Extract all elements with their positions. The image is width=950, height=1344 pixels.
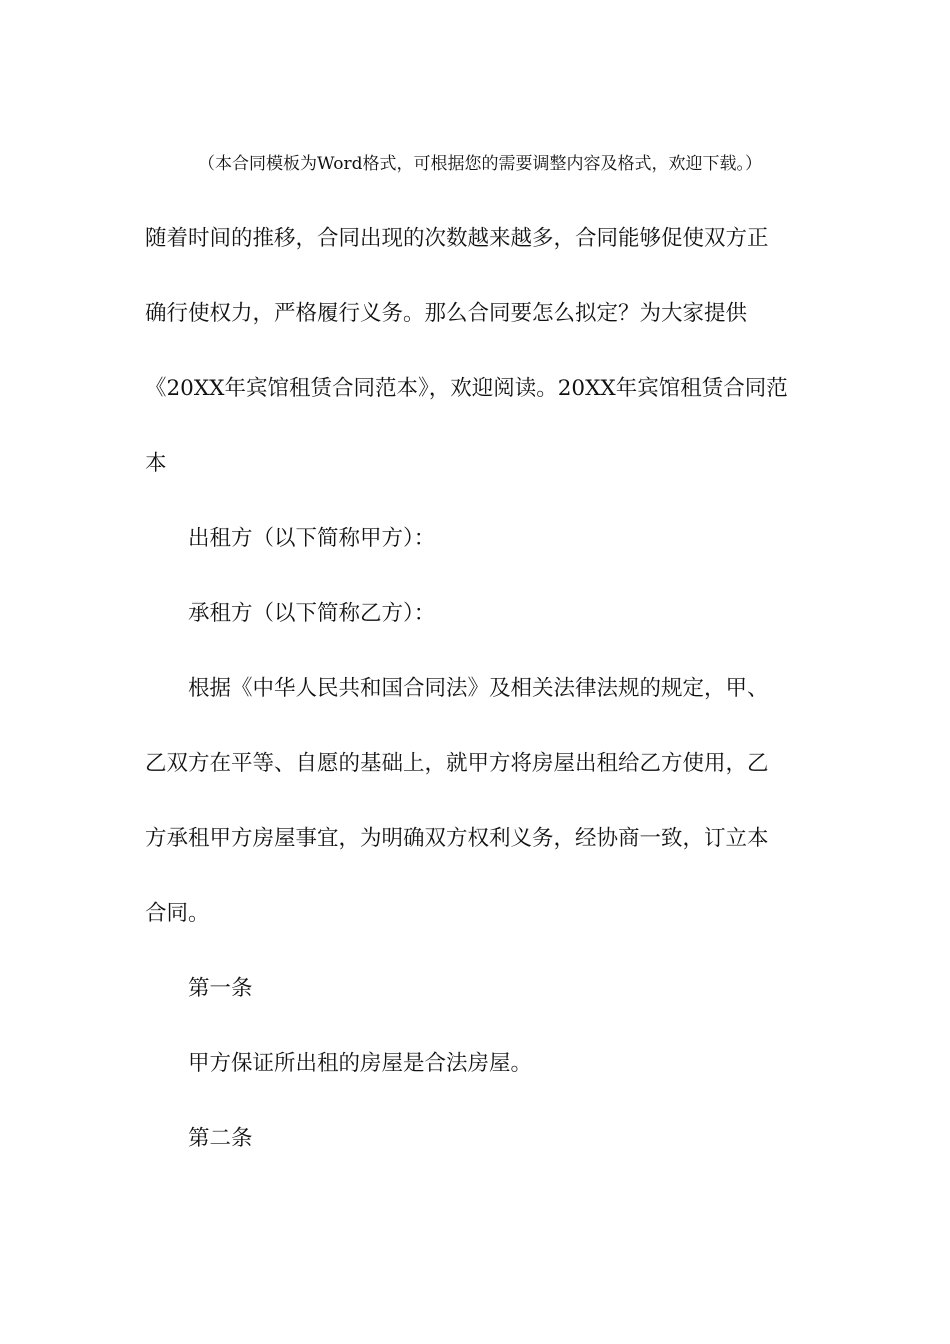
body-line-4: 本 (145, 451, 167, 476)
body-line-10: 合同。 (145, 901, 210, 926)
lessor-line: 出租方（以下简称甲方）： (188, 526, 436, 551)
document-body (145, 220, 805, 1195)
article-1-heading: 第一条 (188, 976, 253, 1001)
body-line-7: 根据《中华人民共和国合同法》及相关法律法规的规定，甲、 (188, 676, 769, 701)
body-line-3: 《20XX年宾馆租赁合同范本》，欢迎阅读。20XX年宾馆租赁合同范 (145, 376, 788, 401)
template-note: （本合同模板为Word格式，可根据您的需要调整内容及格式，欢迎下载。） (197, 154, 763, 174)
lessee-line: 承租方（以下简称乙方）： (188, 601, 436, 626)
article-2-heading: 第二条 (188, 1126, 253, 1151)
article-1-text: 甲方保证所出租的房屋是合法房屋。 (188, 1051, 533, 1076)
body-line-2: 确行使权力，严格履行义务。那么合同要怎么拟定？为大家提供 (145, 301, 748, 326)
body-line-9: 方承租甲方房屋事宜，为明确双方权利义务，经协商一致，订立本 (145, 826, 769, 851)
body-line-8: 乙双方在平等、自愿的基础上，就甲方将房屋出租给乙方使用，乙 (145, 751, 769, 776)
body-line-1: 随着时间的推移，合同出现的次数越来越多，合同能够促使双方正 (145, 226, 769, 251)
